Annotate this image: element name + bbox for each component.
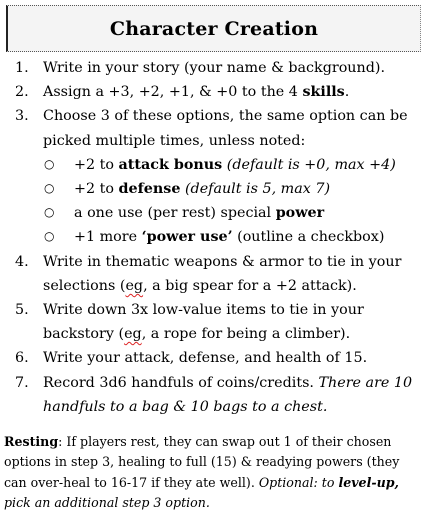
- option-power-use: [0, 225, 423, 249]
- option-text: +2 to: [74, 181, 119, 198]
- step-number: 3.: [15, 108, 29, 125]
- level-up-term: level-up,: [338, 474, 399, 490]
- option-term: ‘power use’: [141, 229, 233, 246]
- step-number: 4.: [15, 253, 29, 270]
- step-text: Write down 3x low-value items to tie in your backstory (: [43, 302, 364, 343]
- step-text: Assign a +3, +2, +1, & +0 to the 4: [43, 84, 303, 101]
- step-5: [0, 298, 429, 346]
- step-4: [0, 250, 429, 298]
- option-defense: [0, 177, 423, 201]
- bullet-icon: ○: [44, 229, 55, 244]
- title-box: [6, 5, 421, 52]
- optional-pre: Optional: to: [254, 474, 339, 490]
- step-text: Choose 3 of these options, the same option can be picked multiple times, unless noted:: [43, 108, 408, 149]
- step-number: 5.: [15, 302, 29, 319]
- step-text: Write in your story (your name & background).: [43, 60, 385, 76]
- options-list: [43, 153, 423, 250]
- step-text: Record 3d6 handfuls of coins/credits.: [43, 374, 319, 391]
- option-note: (default is 5, max 7): [180, 181, 331, 198]
- step-3: [0, 104, 429, 249]
- bullet-icon: ○: [44, 181, 55, 196]
- step-number: 2.: [15, 84, 29, 101]
- optional-post: pick an additional step 3 option.: [4, 494, 210, 510]
- step-7: [0, 371, 429, 419]
- skills-term: skills: [302, 84, 345, 101]
- step-text: Write in thematic weapons & armor to tie in your selections (: [43, 253, 402, 294]
- option-term: power: [275, 205, 325, 222]
- step-number: 7.: [15, 374, 29, 391]
- resting-heading: Resting: [4, 434, 59, 449]
- bullet-icon: ○: [44, 205, 55, 220]
- step-6: [0, 346, 429, 370]
- step-text-end: , a rope for being a climber).: [141, 326, 351, 343]
- option-term: defense: [118, 181, 181, 198]
- option-text: +1 more: [74, 229, 142, 246]
- resting-paragraph: [4, 432, 424, 513]
- option-text: +2 to: [74, 156, 119, 173]
- step-text-end: , a big spear for a +2 attack).: [143, 277, 357, 294]
- option-note: (outline a checkbox): [232, 229, 385, 246]
- step-text-end: .: [344, 84, 350, 101]
- bullet-icon: ○: [44, 156, 55, 171]
- spellcheck-word: eg: [124, 326, 142, 343]
- step-note: There are 10 handfuls to a bag & 10 bags to a chest.: [43, 374, 413, 415]
- step-number: 1.: [15, 60, 29, 76]
- option-text: a one use (per rest) special: [74, 205, 276, 222]
- step-1: [0, 56, 429, 80]
- option-power: [0, 201, 423, 225]
- step-text: Write your attack, defense, and health of 15.: [43, 350, 368, 367]
- option-attack-bonus: [0, 153, 423, 177]
- step-2: [0, 80, 429, 104]
- resting-text: : If players rest, they can swap out 1 of their chosen options in step 3, healing to full (15) & readying powers (they can over-heal to 16-17 if they ate well).: [4, 434, 400, 490]
- option-term: attack bonus: [118, 156, 223, 173]
- steps-list: [0, 56, 429, 419]
- spellcheck-word: eg: [125, 277, 144, 294]
- option-note: (default is +0, max +4): [222, 156, 396, 173]
- page-title: Character Creation: [109, 17, 319, 40]
- step-number: 6.: [15, 350, 29, 367]
